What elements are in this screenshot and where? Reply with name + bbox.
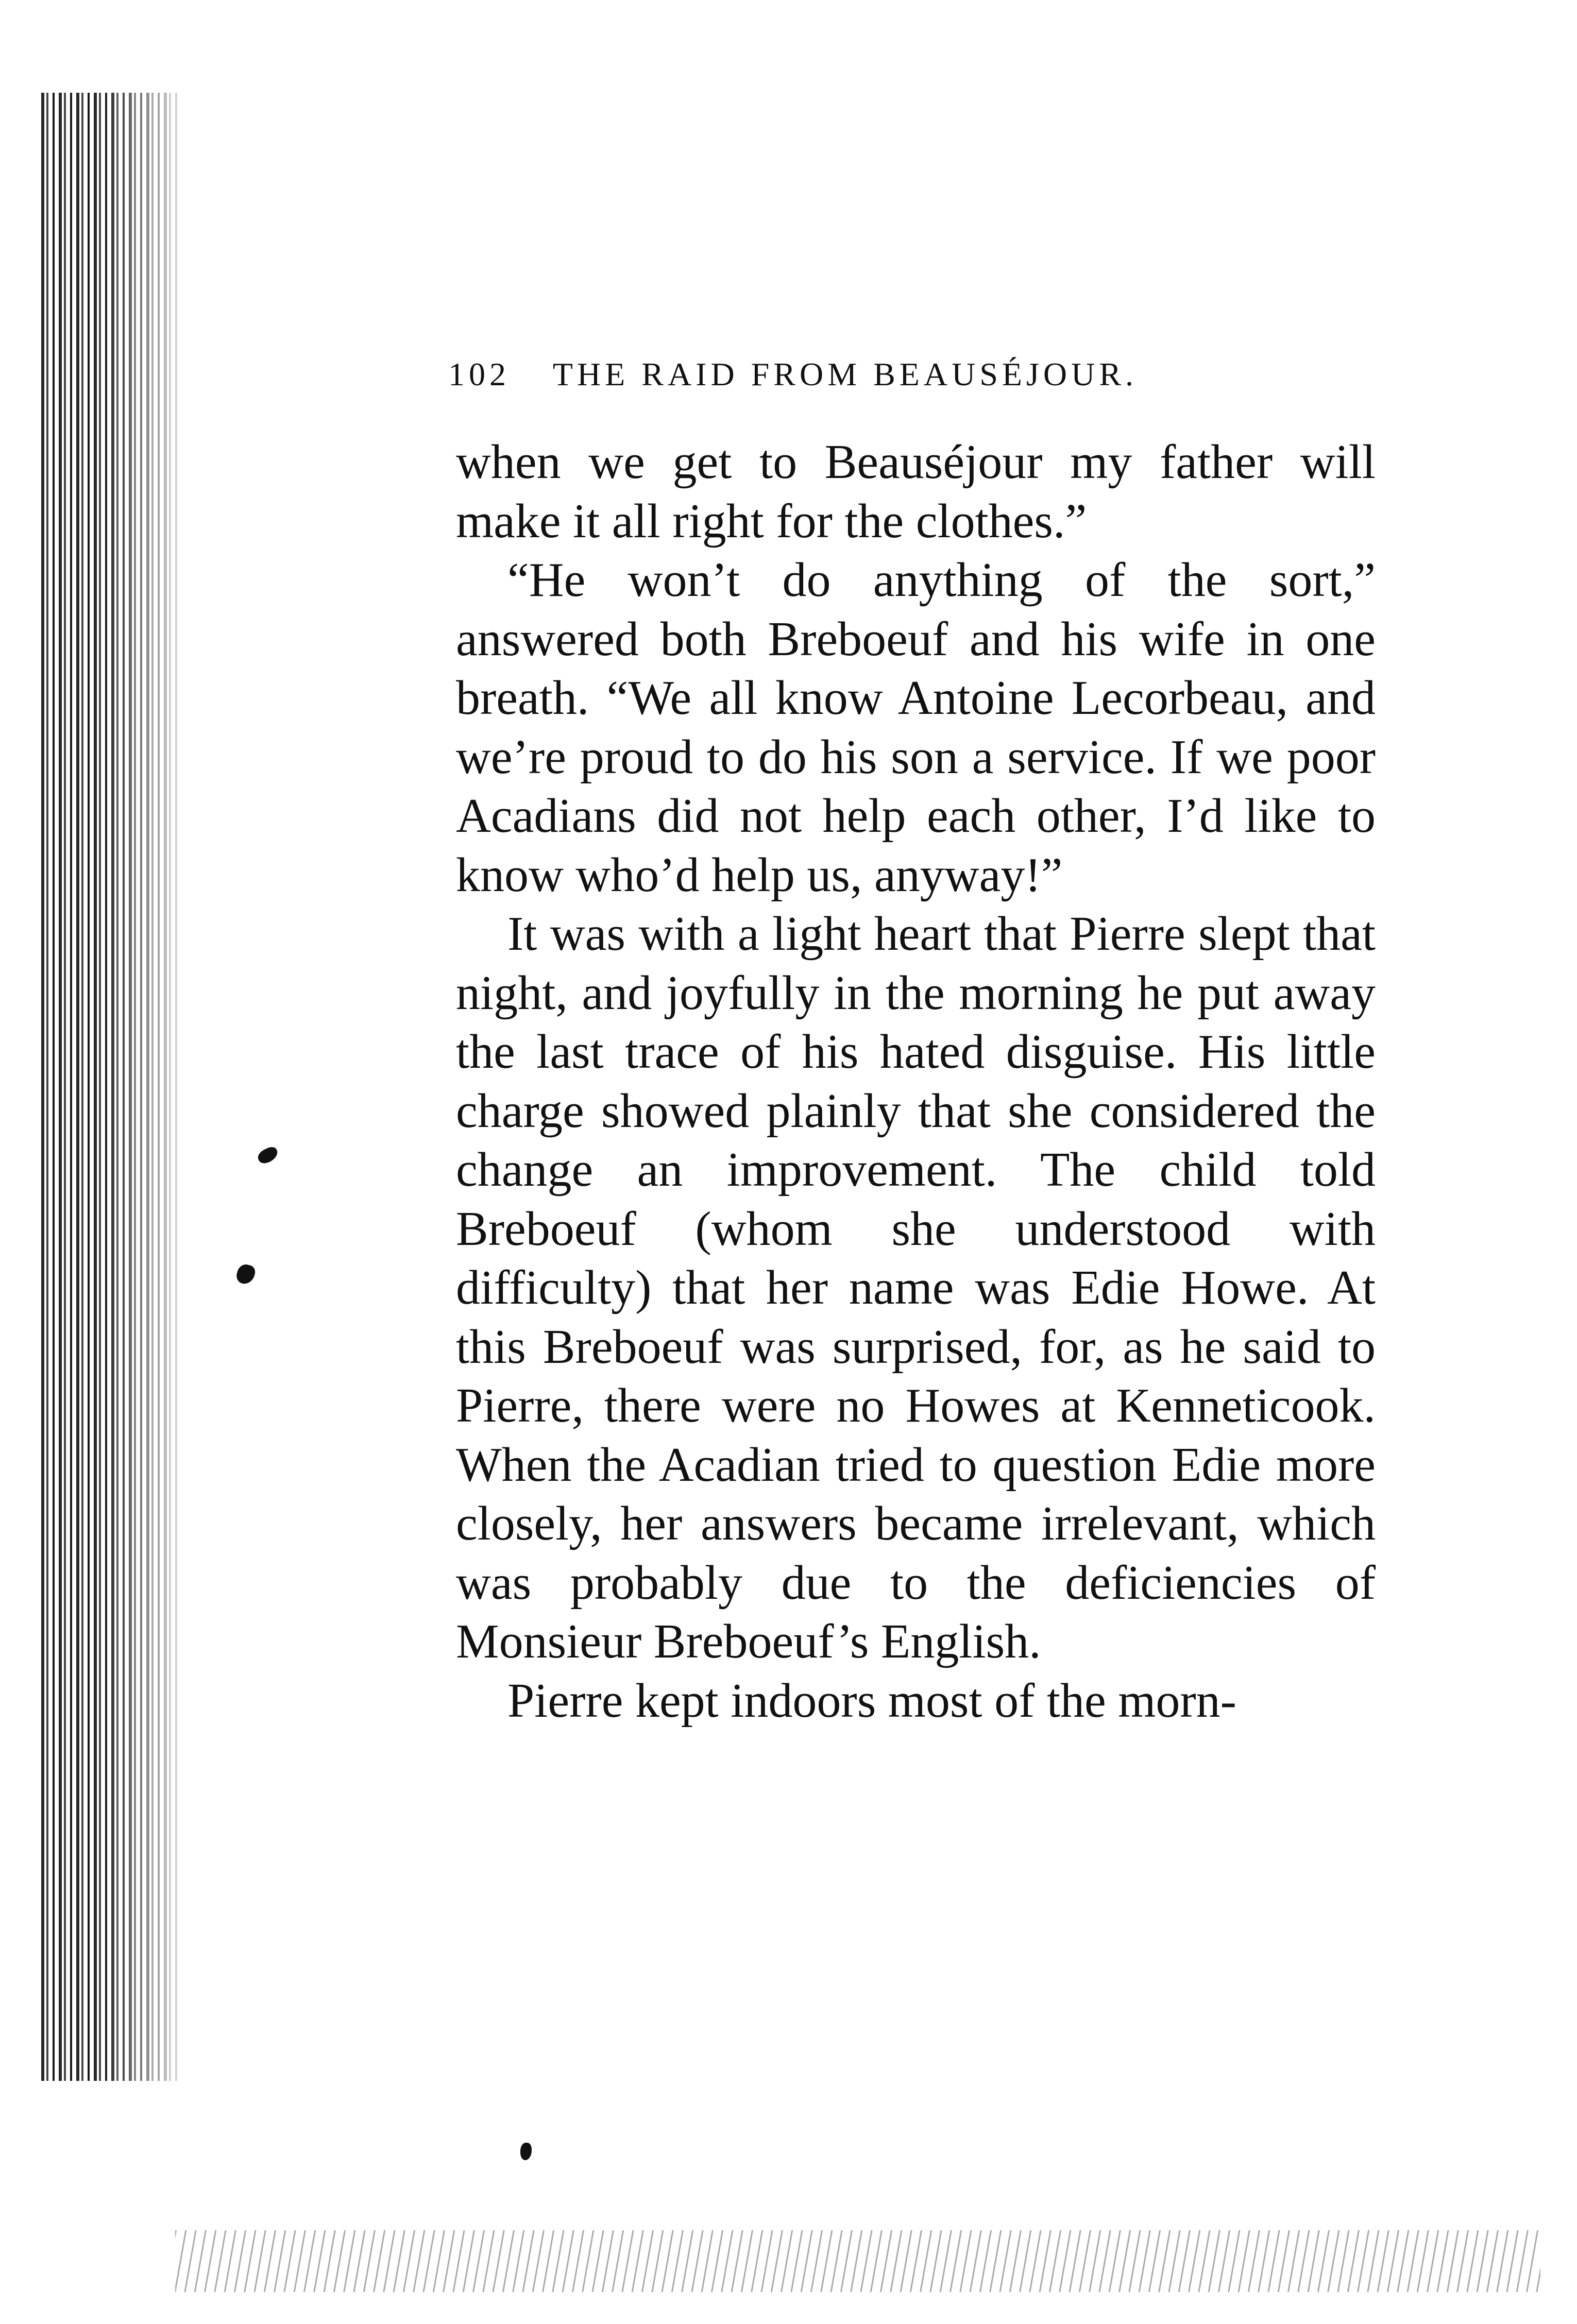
- running-header: [448, 355, 1386, 402]
- body-text: [456, 433, 1376, 1730]
- scan-binding-edge: [41, 93, 180, 2081]
- ink-blot: [256, 1145, 280, 1166]
- paragraph: Pierre kept indoors most of the morn-: [507, 1673, 1236, 1728]
- paragraph: when we get to Beauséjour my father will make it all right for the clothes.”: [456, 435, 1376, 548]
- ink-blot: [520, 2143, 532, 2160]
- scan-bottom-edge: [175, 2230, 1540, 2292]
- ink-blot: [235, 1262, 257, 1286]
- paragraph: “He won’t do anything of the sort,” answered both Breboeuf and his wife in one breath. “We all know Antoine Lecorbeau, and we’re proud to do his son a service. If we poor Acadians did not help each other, I’d like to know who’d help us, anyway!”: [456, 553, 1376, 902]
- running-title: THE RAID FROM BEAUSÉJOUR.: [552, 356, 1138, 392]
- page-number: 102: [448, 356, 510, 392]
- paragraph: It was with a light heart that Pierre slept that night, and joyfully in the morning he put away the last trace of his hated disguise. His little charge showed plainly that she considered the change an improvement. The child told Breboeuf (whom she understood with difficulty) that her name was Edie Howe. At this Breboeuf was surprised, for, as he said to Pierre, there were no Howes at Kenneticook. When the Acadian tried to question Edie more closely, her answers became irrelevant, which was probably due to the deficiencies of Monsieur Breboeuf’s English.: [456, 907, 1376, 1668]
